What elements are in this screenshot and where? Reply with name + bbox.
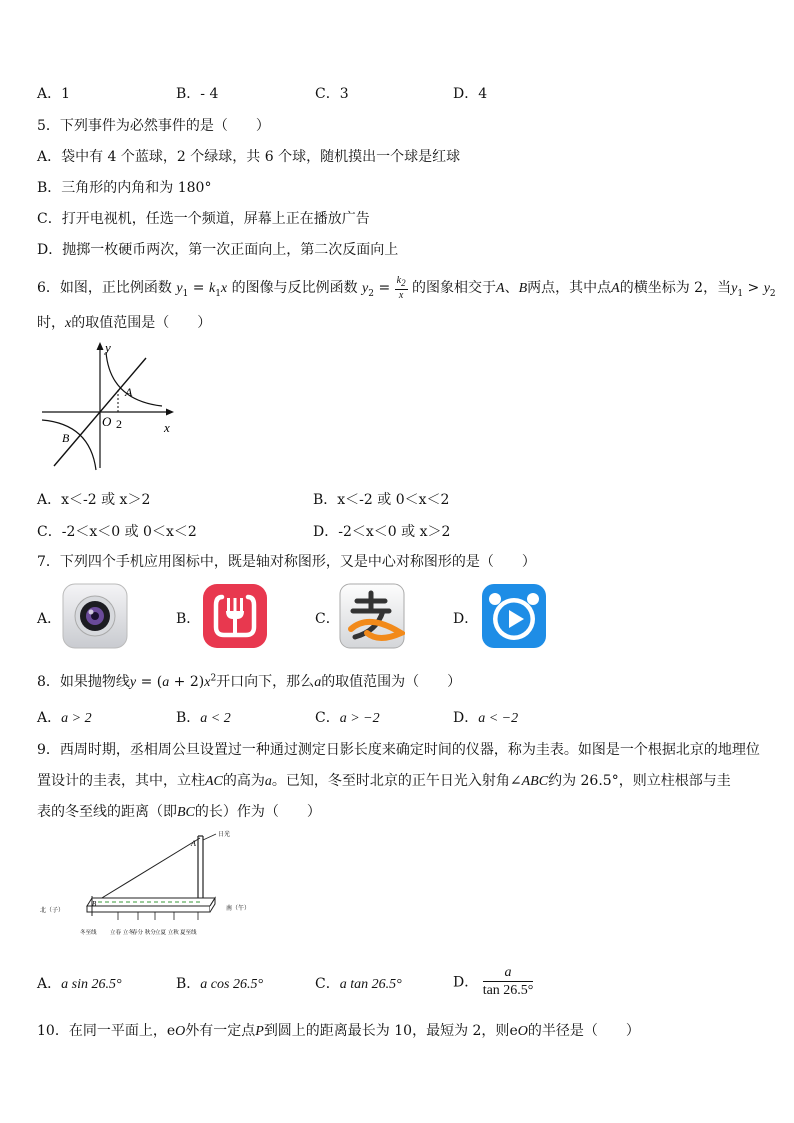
q9-label-south: 南（午） — [226, 905, 251, 912]
q9-label-b: B — [92, 900, 97, 908]
q7-label-a: A． — [37, 611, 62, 627]
q9-tick-lichun: 立春 立冬 — [110, 930, 134, 936]
q8-option-a: A．a > 2 — [37, 710, 92, 726]
q8-option-c: C．a > −2 — [315, 710, 380, 726]
fork-app-icon — [202, 583, 268, 649]
q9-option-c: C．a tan 26.5° — [315, 976, 402, 992]
q7-label-c: C． — [315, 611, 340, 627]
q4-option-b: B．- 4 — [176, 86, 219, 102]
q9-option-a: A．a sin 26.5° — [37, 976, 122, 992]
q8-stem: 8．如果抛物线$y = (a + 2)x^2$开口向下，那么a的取值范围为（ ） — [37, 673, 462, 690]
q4-option-d: D．4 — [453, 86, 488, 102]
q7-label-d: D． — [453, 611, 479, 627]
q8-option-b: B．a < 2 — [176, 710, 231, 726]
q5-stem: 5．下列事件为必然事件的是（ ） — [37, 118, 270, 134]
q5-option-b: B．三角形的内角和为 180° — [37, 180, 212, 196]
q6-option-b: B．x＜-2 或 0＜x＜2 — [313, 492, 450, 508]
q6-hyperbola-upper — [106, 352, 162, 406]
q9-tick-xiazhi: 夏至线 — [180, 930, 197, 936]
q8-option-d: D．a < −2 — [453, 710, 519, 726]
camera-app-icon — [62, 583, 128, 649]
q6-label-o: O — [102, 414, 112, 429]
q6-option-d: D．-2＜x＜0 或 x＞2 — [313, 524, 451, 540]
q6-stem-line1: 6．如图，正比例函数 $y_1 = k_1x$ 的图像与反比例函数 $y_2$ = $\frac{k_2}{x}$ 的图象相交于A、B两点，其中点A的横坐标为 2，当$y_1 > y_2$ — [37, 275, 776, 301]
q6-graph — [38, 340, 188, 472]
q6-x-arrow — [166, 409, 174, 416]
q9-stem-line1: 9．西周时期，丞相周公旦设置过一种通过测定日影长度来确定时间的仪器，称为圭表。如图是一个根据北京的地理位 — [37, 742, 760, 758]
q9-option-b: B．a cos 26.5° — [176, 976, 264, 992]
q10-stem: 10．在同一平面上，eO外有一定点P到圆上的距离最长为 10，最短为 2，则eO的半径是（ ） — [37, 1023, 640, 1039]
q4-option-c: C．3 — [315, 86, 349, 102]
q9-tick-chunfen: 春分 秋分 — [132, 930, 156, 936]
q5-option-c: C．打开电视机，任选一个频道，屏幕上正在播放广告 — [37, 211, 370, 227]
video-player-app-icon — [481, 583, 547, 649]
q6-label-a: A — [125, 385, 133, 399]
q6-label-b: B — [62, 431, 70, 445]
q6-stem-line2: 时，x的取值范围是（ ） — [37, 315, 212, 331]
q9-gnomon-figure — [40, 828, 265, 948]
alipay-app-icon — [339, 583, 405, 649]
q6-option-c: C．-2＜x＜0 或 0＜x＜2 — [37, 524, 197, 540]
q9-label-sun: 日光 — [218, 831, 231, 838]
q7-label-b: B． — [176, 611, 201, 627]
q6-y-arrow — [97, 342, 104, 350]
q6-label-y: y — [105, 340, 111, 355]
q6-hyperbola-lower — [42, 420, 96, 470]
q9-stem-line3: 表的冬至线的距离（即BC的长）作为（ ） — [37, 804, 321, 820]
q9-option-d: D． $\frac{a}{\tan 26.5^\circ}$ — [453, 965, 534, 998]
q5-option-a: A．袋中有 4 个蓝球，2 个绿球，共 6 个球，随机摸出一个球是红球 — [37, 149, 461, 165]
q6-label-2: 2 — [116, 417, 122, 431]
q9-tick-lixia: 立夏 立秋 — [155, 930, 179, 936]
q9-tick-dongzhi: 冬至线 — [80, 930, 97, 936]
q7-stem: 7．下列四个手机应用图标中，既是轴对称图形，又是中心对称图形的是（ ） — [37, 554, 536, 570]
q9-label-north: 北（子） — [40, 907, 65, 914]
q4-option-a: A．1 — [37, 86, 71, 102]
q9-stem-line2: 置设计的圭表，其中，立柱AC的高为a。已知，冬至时北京的正午日光入射角∠ABC约为 26.5°，则立柱根部与圭 — [37, 773, 731, 789]
q5-option-d: D．抛掷一枚硬币两次，第一次正面向上，第二次反面向上 — [37, 242, 399, 258]
q9-label-a: A — [191, 839, 196, 848]
q6-label-x: x — [164, 420, 170, 435]
q6-option-a: A．x＜-2 或 x＞2 — [37, 492, 151, 508]
